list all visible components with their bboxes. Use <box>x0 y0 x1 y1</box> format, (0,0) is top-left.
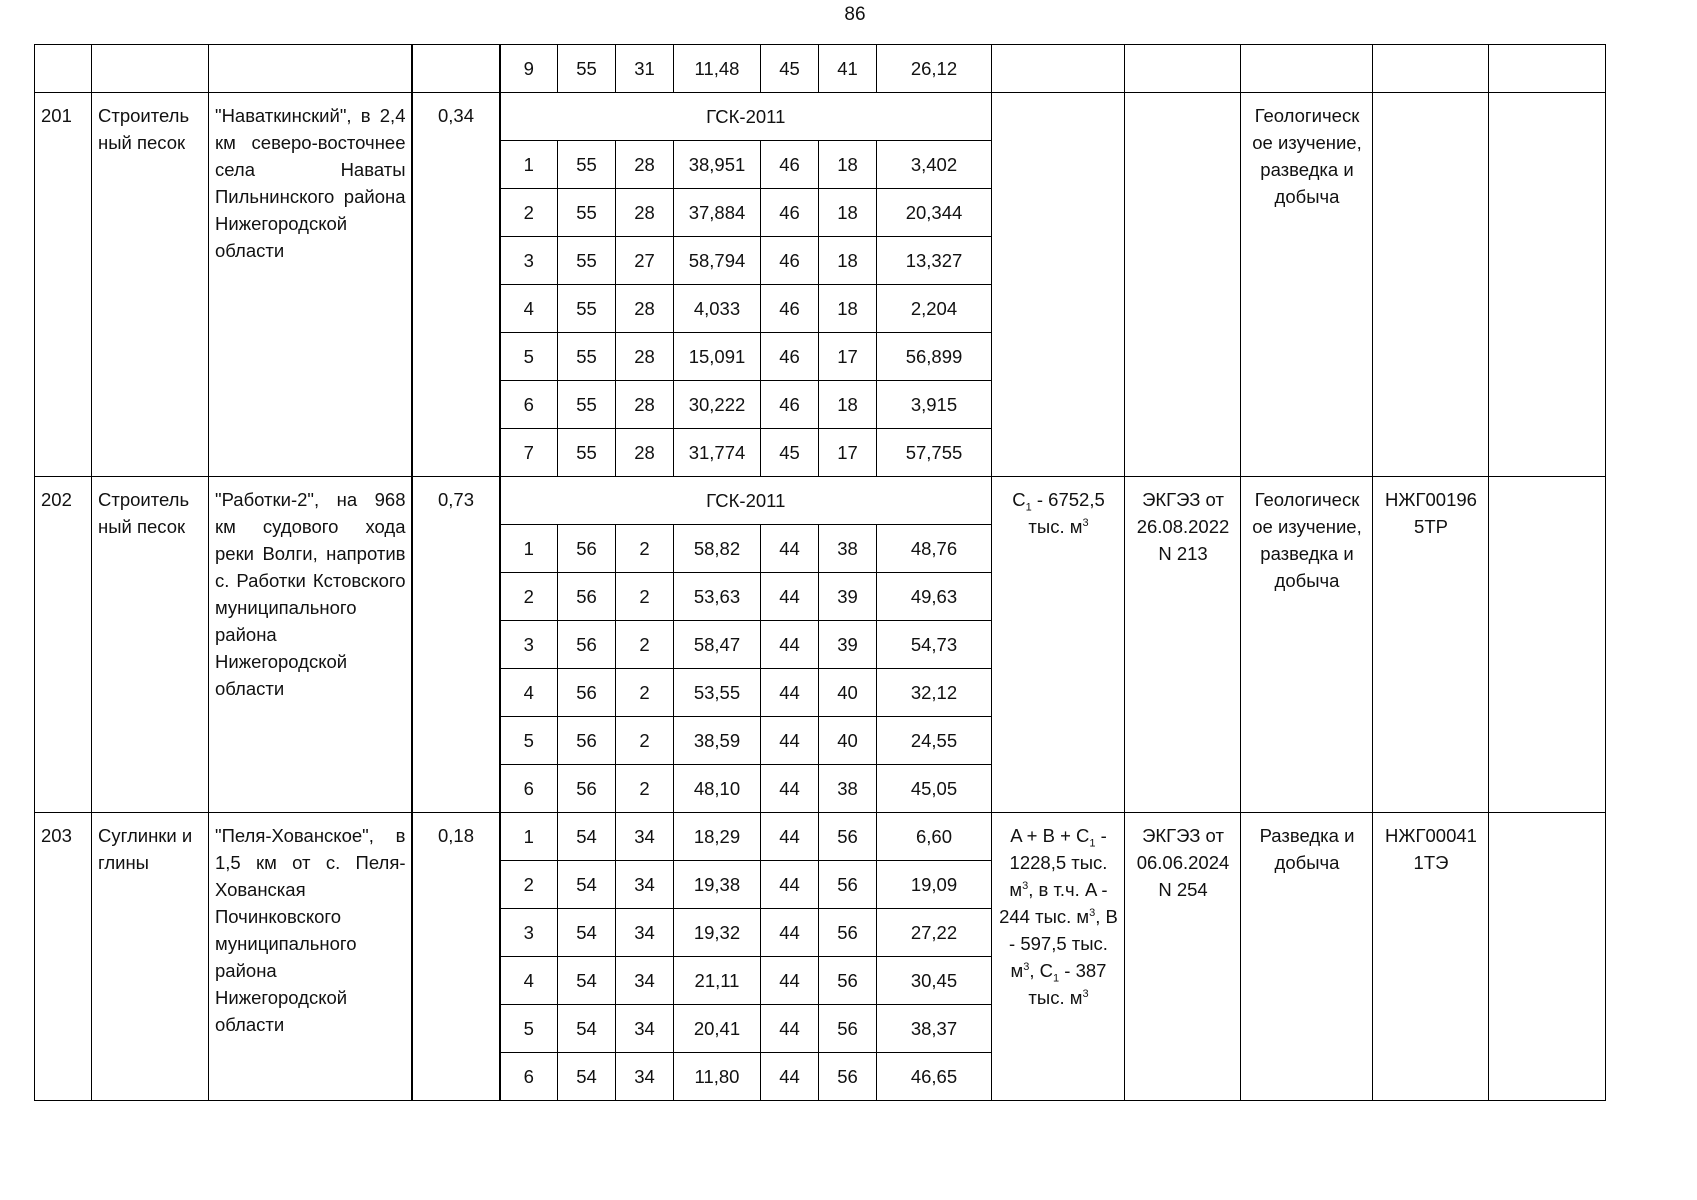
coordinate-cell: 4,033 <box>674 285 761 333</box>
coordinate-cell: 54 <box>558 1053 616 1101</box>
mineral-type: Строитель ный песок <box>92 477 209 813</box>
coordinate-cell: 44 <box>761 765 819 813</box>
coordinate-cell: 6 <box>500 765 558 813</box>
coordinate-cell: 56 <box>558 669 616 717</box>
empty-cell <box>1125 45 1241 93</box>
license-cell: НЖГ00041 1ТЭ <box>1373 813 1489 1101</box>
coordinate-cell: 27 <box>616 237 674 285</box>
superscript: 3 <box>1089 906 1096 919</box>
coordinate-cell: 18 <box>819 381 877 429</box>
coordinate-cell: 4 <box>500 669 558 717</box>
deposit-registry-table <box>34 44 1606 1101</box>
coordinate-cell: 21,11 <box>674 957 761 1005</box>
coordinate-cell: 4 <box>500 957 558 1005</box>
coordinate-cell: 44 <box>761 1005 819 1053</box>
superscript: 3 <box>1023 960 1030 973</box>
coordinate-cell: 46 <box>761 237 819 285</box>
coordinate-cell: 56,899 <box>877 333 992 381</box>
subscript: 1 <box>1089 837 1096 850</box>
coordinate-cell: 28 <box>616 141 674 189</box>
text-fragment: - 1228,5 тыс. м <box>1009 825 1108 900</box>
text-fragment: , B - 597,5 тыс. м <box>1009 906 1118 981</box>
coordinate-cell: 58,82 <box>674 525 761 573</box>
coordinate-cell: 3 <box>500 621 558 669</box>
coordinate-cell: 56 <box>819 861 877 909</box>
deposit-location: "Работки-2", на 968 км судового хода реки Волги, напротив с. Работки Кстовского муниципального района Нижегородской области <box>209 477 412 813</box>
coordinate-cell: 54 <box>558 957 616 1005</box>
coordinate-cell: 3 <box>500 237 558 285</box>
table-row <box>35 45 1606 93</box>
table-row <box>35 477 1606 525</box>
empty-cell <box>1373 45 1489 93</box>
coordinate-cell: 44 <box>761 861 819 909</box>
coordinate-cell: 53,55 <box>674 669 761 717</box>
coordinate-cell: 38,951 <box>674 141 761 189</box>
coordinate-cell: 54,73 <box>877 621 992 669</box>
coordinate-cell: 6 <box>500 1053 558 1101</box>
coordinate-cell: 45 <box>761 429 819 477</box>
coordinate-cell: 46 <box>761 381 819 429</box>
coordinate-cell: 11,48 <box>674 45 761 93</box>
coordinate-cell: 46 <box>761 189 819 237</box>
coordinate-cell: 56 <box>819 909 877 957</box>
coordinate-cell: 56 <box>819 1053 877 1101</box>
subscript: 1 <box>1025 501 1032 514</box>
coordinate-cell: 54 <box>558 1005 616 1053</box>
deposit-location: "Пеля-Хованское", в 1,5 км от с. Пеля-Хованская Починковского муниципального района Нижегородской области <box>209 813 412 1101</box>
coordinate-cell: 44 <box>761 1053 819 1101</box>
coordinate-cell: 44 <box>761 717 819 765</box>
coordinate-cell: 2 <box>500 573 558 621</box>
text-fragment: , C <box>1029 960 1054 981</box>
coordinate-cell: 56 <box>558 525 616 573</box>
coordinate-cell: 6,60 <box>877 813 992 861</box>
coordinate-cell: 20,41 <box>674 1005 761 1053</box>
empty-cell <box>1241 45 1373 93</box>
decision-cell <box>1125 93 1241 477</box>
empty-cell <box>1489 45 1606 93</box>
coordinate-cell: 45,05 <box>877 765 992 813</box>
coordinate-cell: 55 <box>558 381 616 429</box>
coordinate-cell: 18 <box>819 141 877 189</box>
coordinate-cell: 46 <box>761 333 819 381</box>
coordinate-cell: 2 <box>616 717 674 765</box>
coordinate-cell: 38,59 <box>674 717 761 765</box>
coordinate-cell: 11,80 <box>674 1053 761 1101</box>
empty-cell <box>1489 813 1606 1101</box>
text-fragment: A + B + C <box>1010 825 1090 846</box>
text-fragment: , в т.ч. A - 244 тыс. м <box>999 879 1108 927</box>
coordinate-cell: 5 <box>500 1005 558 1053</box>
coordinate-cell: 28 <box>616 189 674 237</box>
text-fragment: C <box>1012 489 1026 510</box>
coordinate-cell: 53,63 <box>674 573 761 621</box>
decision-cell: ЭКГЭЗ от 06.06.2024 N 254 <box>1125 813 1241 1101</box>
subscript: 1 <box>1053 972 1060 985</box>
coordinate-cell: 56 <box>558 621 616 669</box>
coordinate-cell: 15,091 <box>674 333 761 381</box>
coordinate-cell: 54 <box>558 813 616 861</box>
coordinate-system-header: ГСК-2011 <box>500 93 992 141</box>
coordinate-cell: 44 <box>761 813 819 861</box>
empty-cell <box>992 45 1125 93</box>
coordinate-cell: 27,22 <box>877 909 992 957</box>
coordinate-cell: 1 <box>500 141 558 189</box>
empty-cell <box>1489 93 1606 477</box>
superscript: 3 <box>1022 879 1029 892</box>
table-row <box>35 93 1606 141</box>
coordinate-cell: 39 <box>819 573 877 621</box>
license-cell <box>1373 93 1489 477</box>
coordinate-cell: 56 <box>558 765 616 813</box>
coordinate-cell: 34 <box>616 957 674 1005</box>
coordinate-cell: 5 <box>500 717 558 765</box>
coordinate-cell: 1 <box>500 525 558 573</box>
coordinate-cell: 44 <box>761 525 819 573</box>
mineral-type: Суглинки и глины <box>92 813 209 1101</box>
coordinate-cell: 2 <box>616 573 674 621</box>
coordinate-cell: 45 <box>761 45 819 93</box>
coordinate-cell: 28 <box>616 285 674 333</box>
coordinate-cell: 46 <box>761 285 819 333</box>
coordinate-cell: 30,222 <box>674 381 761 429</box>
coordinate-cell: 39 <box>819 621 877 669</box>
coordinate-cell: 31 <box>616 45 674 93</box>
coordinate-cell: 46 <box>761 141 819 189</box>
coordinate-cell: 40 <box>819 669 877 717</box>
coordinate-cell: 2 <box>616 765 674 813</box>
coordinate-cell: 40 <box>819 717 877 765</box>
reserves-cell <box>992 93 1125 477</box>
entry-number: 202 <box>35 477 92 813</box>
coordinate-cell: 44 <box>761 573 819 621</box>
coordinate-cell: 30,45 <box>877 957 992 1005</box>
coordinate-cell: 20,344 <box>877 189 992 237</box>
coordinate-cell: 58,47 <box>674 621 761 669</box>
coordinate-cell: 2 <box>500 861 558 909</box>
coordinate-cell: 44 <box>761 957 819 1005</box>
coordinate-cell: 34 <box>616 1005 674 1053</box>
empty-cell <box>92 45 209 93</box>
license-cell: НЖГ00196 5ТР <box>1373 477 1489 813</box>
coordinate-cell: 38 <box>819 525 877 573</box>
coordinate-cell: 2 <box>616 669 674 717</box>
coordinate-cell: 3 <box>500 909 558 957</box>
empty-cell <box>412 45 500 93</box>
coordinate-cell: 34 <box>616 909 674 957</box>
entry-number: 201 <box>35 93 92 477</box>
coordinate-cell: 44 <box>761 909 819 957</box>
coordinate-cell: 48,76 <box>877 525 992 573</box>
area-value: 0,18 <box>412 813 500 1101</box>
coordinate-cell: 49,63 <box>877 573 992 621</box>
coordinate-cell: 28 <box>616 381 674 429</box>
coordinate-cell: 41 <box>819 45 877 93</box>
coordinate-cell: 55 <box>558 333 616 381</box>
coordinate-cell: 6 <box>500 381 558 429</box>
superscript: 3 <box>1082 516 1089 529</box>
coordinate-cell: 37,884 <box>674 189 761 237</box>
area-value: 0,34 <box>412 93 500 477</box>
coordinate-cell: 55 <box>558 45 616 93</box>
coordinate-cell: 26,12 <box>877 45 992 93</box>
empty-cell <box>35 45 92 93</box>
table-row <box>35 813 1606 861</box>
coordinate-cell: 56 <box>558 717 616 765</box>
coordinate-cell: 4 <box>500 285 558 333</box>
coordinate-cell: 55 <box>558 189 616 237</box>
coordinate-cell: 5 <box>500 333 558 381</box>
coordinate-cell: 55 <box>558 237 616 285</box>
text-fragment: - 6752,5 тыс. м <box>1028 489 1105 537</box>
coordinate-cell: 46,65 <box>877 1053 992 1101</box>
reserves-cell <box>992 813 1125 1101</box>
coordinate-cell: 2 <box>500 189 558 237</box>
coordinate-cell: 3,402 <box>877 141 992 189</box>
coordinate-cell: 57,755 <box>877 429 992 477</box>
coordinate-cell: 38,37 <box>877 1005 992 1053</box>
coordinate-cell: 19,09 <box>877 861 992 909</box>
mineral-type: Строитель ный песок <box>92 93 209 477</box>
coordinate-cell: 28 <box>616 333 674 381</box>
coordinate-cell: 1 <box>500 813 558 861</box>
coordinate-cell: 31,774 <box>674 429 761 477</box>
superscript: 3 <box>1082 987 1089 1000</box>
page-number: 86 <box>844 4 866 25</box>
text-fragment: - 387 тыс. м <box>1028 960 1107 1008</box>
coordinate-cell: 56 <box>819 957 877 1005</box>
coordinate-system-header: ГСК-2011 <box>500 477 992 525</box>
coordinate-cell: 56 <box>558 573 616 621</box>
coordinate-cell: 18 <box>819 189 877 237</box>
empty-cell <box>209 45 412 93</box>
reserves-cell <box>992 477 1125 813</box>
coordinate-cell: 28 <box>616 429 674 477</box>
coordinate-cell: 3,915 <box>877 381 992 429</box>
coordinate-cell: 2 <box>616 525 674 573</box>
coordinate-cell: 38 <box>819 765 877 813</box>
area-value: 0,73 <box>412 477 500 813</box>
entry-number: 203 <box>35 813 92 1101</box>
coordinate-cell: 2 <box>616 621 674 669</box>
purpose-cell: Разведка и добыча <box>1241 813 1373 1101</box>
coordinate-cell: 48,10 <box>674 765 761 813</box>
coordinate-cell: 55 <box>558 141 616 189</box>
coordinate-cell: 7 <box>500 429 558 477</box>
coordinate-cell: 24,55 <box>877 717 992 765</box>
purpose-cell: Геологическ ое изучение, разведка и добыча <box>1241 477 1373 813</box>
coordinate-cell: 56 <box>819 1005 877 1053</box>
coordinate-cell: 19,38 <box>674 861 761 909</box>
coordinate-cell: 18 <box>819 237 877 285</box>
coordinate-cell: 58,794 <box>674 237 761 285</box>
coordinate-cell: 9 <box>500 45 558 93</box>
coordinate-cell: 17 <box>819 333 877 381</box>
coordinate-cell: 2,204 <box>877 285 992 333</box>
decision-cell: ЭКГЭЗ от 26.08.2022 N 213 <box>1125 477 1241 813</box>
coordinate-cell: 34 <box>616 1053 674 1101</box>
deposit-location: "Наваткинский", в 2,4 км северо-восточнее села Наваты Пильнинского района Нижегородской области <box>209 93 412 477</box>
coordinate-cell: 55 <box>558 285 616 333</box>
coordinate-cell: 44 <box>761 621 819 669</box>
empty-cell <box>1489 477 1606 813</box>
coordinate-cell: 34 <box>616 813 674 861</box>
coordinate-cell: 18 <box>819 285 877 333</box>
coordinate-cell: 54 <box>558 861 616 909</box>
coordinate-cell: 55 <box>558 429 616 477</box>
coordinate-cell: 13,327 <box>877 237 992 285</box>
coordinate-cell: 32,12 <box>877 669 992 717</box>
coordinate-cell: 19,32 <box>674 909 761 957</box>
coordinate-cell: 54 <box>558 909 616 957</box>
coordinate-cell: 17 <box>819 429 877 477</box>
coordinate-cell: 34 <box>616 861 674 909</box>
coordinate-cell: 44 <box>761 669 819 717</box>
coordinate-cell: 56 <box>819 813 877 861</box>
purpose-cell: Геологическ ое изучение, разведка и добыча <box>1241 93 1373 477</box>
coordinate-cell: 18,29 <box>674 813 761 861</box>
